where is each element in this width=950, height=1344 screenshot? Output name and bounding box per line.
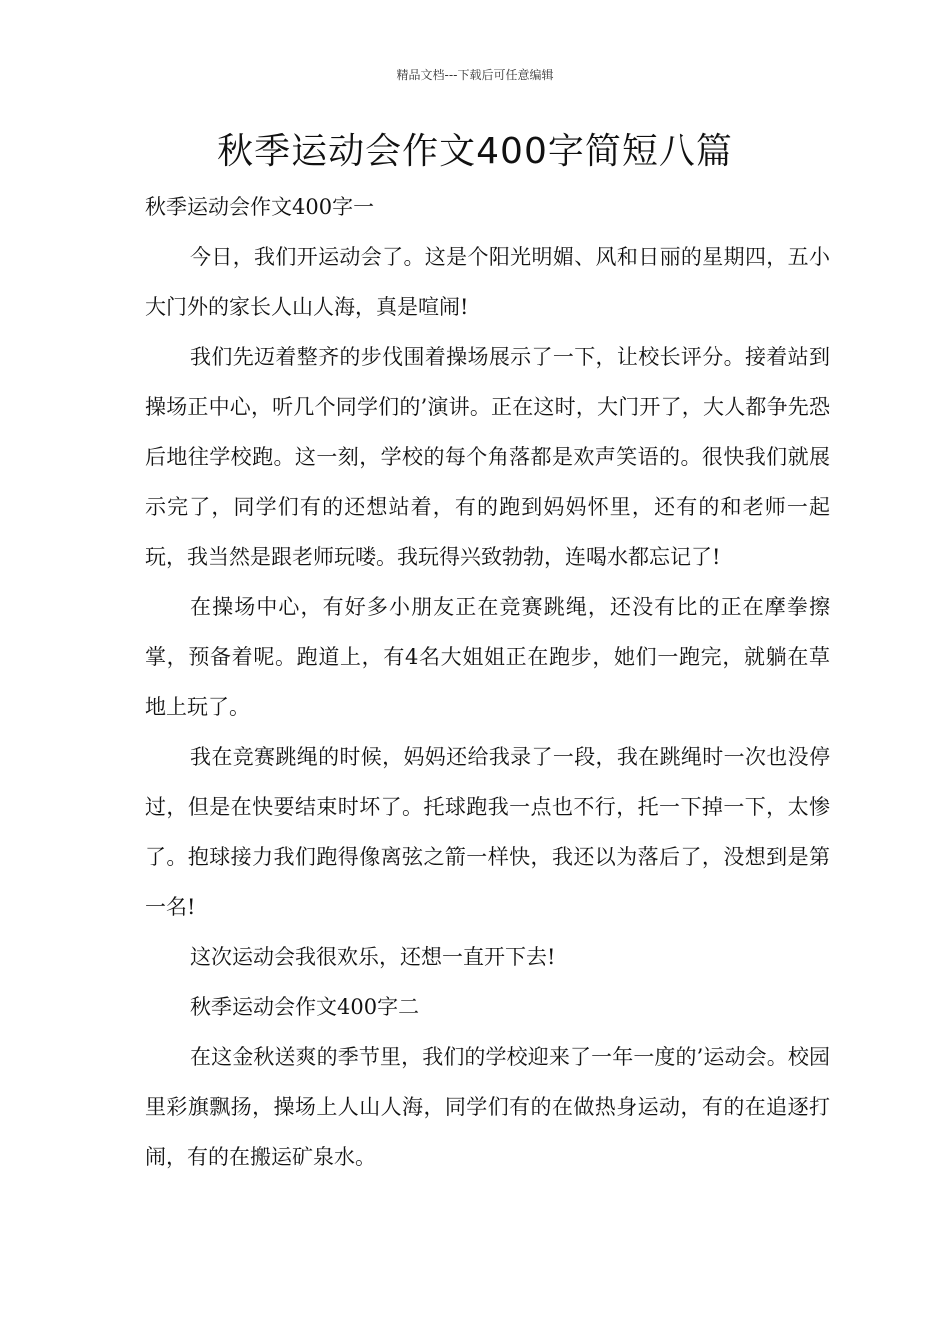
- paragraph: 今日，我们开运动会了。这是个阳光明媚、风和日丽的星期四，五小大门外的家长人山人海，真是喧闹!: [145, 245, 830, 319]
- document-body: [145, 182, 830, 1182]
- paragraph: 在这金秋送爽的季节里，我们的学校迎来了一年一度的’运动会。校园里彩旗飘扬，操场上人山人海，同学们有的在做热身运动，有的在追逐打闹，有的在搬运矿泉水。: [145, 1045, 830, 1169]
- paragraph: 这次运动会我很欢乐，还想一直开下去!: [190, 945, 556, 969]
- section-heading-2: 秋季运动会作文400字二: [190, 995, 420, 1019]
- paragraph: 我在竞赛跳绳的时候，妈妈还给我录了一段，我在跳绳时一次也没停过，但是在快要结束时坏了。托球跑我一点也不行，托一下掉一下，太惨了。抱球接力我们跑得像离弦之箭一样快，我还以为落后了，没想到是第一名!: [145, 745, 830, 919]
- section-heading-1: 秋季运动会作文400字一: [145, 195, 375, 219]
- paragraph: 我们先迈着整齐的步伐围着操场展示了一下，让校长评分。接着站到操场正中心，听几个同学们的’演讲。正在这时，大门开了，大人都争先恐后地往学校跑。这一刻，学校的每个角落都是欢声笑语的。很快我们就展示完了，同学们有的还想站着，有的跑到妈妈怀里，还有的和老师一起玩，我当然是跟老师玩喽。我玩得兴致勃勃，连喝水都忘记了!: [145, 345, 830, 569]
- paragraph: 在操场中心，有好多小朋友正在竞赛跳绳，还没有比的正在摩拳擦掌，预备着呢。跑道上，有4名大姐姐正在跑步，她们一跑完，就躺在草地上玩了。: [145, 595, 830, 719]
- document-title: 秋季运动会作文400字简短八篇: [217, 131, 733, 172]
- header-note: 精品文档---下载后可任意编辑: [396, 68, 554, 82]
